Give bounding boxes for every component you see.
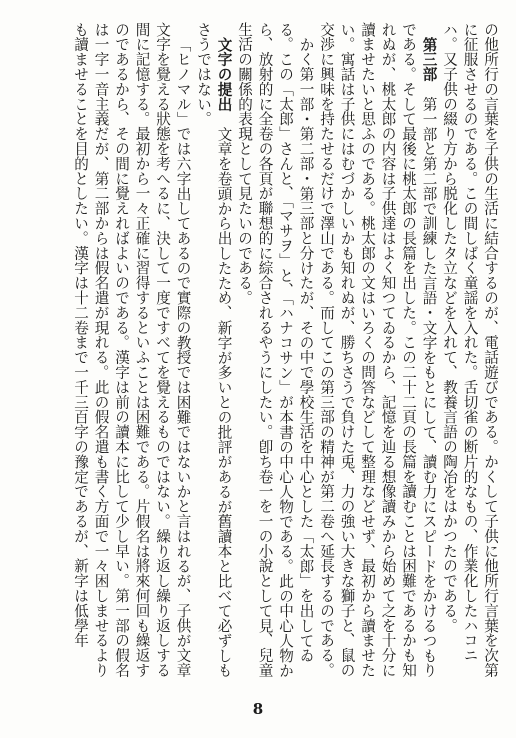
page-number: 8: [252, 700, 264, 718]
paragraph-text: かく第一部・第二部・第三部と分けたが、その中で學校生活を中心とした「太郎」を出してゐる。この「太郎」さんと、「マサヲ」と、「ハナコサン」が本書の中心人物である。此の中心人物から、放射的に全卷の各頁が聯想的に綜合されるやうにしたい。卽ち卷一を一の小說として見、兒童生活の關係的表現として見たいのである。: [236, 22, 315, 678]
body-text: [16, 22, 500, 682]
paragraph-text: 文章を卷頭から出したため、新字が多いとの批評があるが舊讀本と比べて必ずしもさうではない。: [195, 22, 233, 678]
paragraph: [234, 22, 316, 682]
paragraph: [439, 22, 501, 682]
paragraph: [316, 22, 439, 682]
section-heading: 文字の提出: [215, 36, 233, 112]
paragraph: [70, 22, 193, 682]
paragraph: [193, 22, 234, 682]
paragraph-text: 「ヒノマル」では六字出してあるので實際の教授では困難ではないかと言はれるが、子供が文章文字を覺える狀態を考へるに、決して一度ですべてを覺えるものではない。繰り返し繰り返しする間に記憶する。最初から一々正確に習得するといふことは困難である。片假名は將來何回も繰返すのであるから、その間に覺えればよいのである。漢字は前の讀本に比して少し早い。第一部の假名は一字一音主義だが、第二部からは假名遣が現れる。此の假名遣も書く方面で一々困しませるよりも讀ませることを目的としたい。漢字は十二卷まで一千三百字の豫定であるが、新字は低學年: [72, 22, 192, 678]
paragraph-text: の他所行の言葉を子供の生活に結合するのが、電話遊びである。かくして子供に他所行言葉を次第に征服させるのである。この間しばく童謡を入れた。舌切雀の断片的なもの、作業化したハコニハ。又子供の綴り方から脱化したタ立などを入れて、教養言語の陶冶をはかつたのである。: [441, 22, 499, 678]
paragraph-text: 第一部と第二部で訓練した言語・文字をもとにして、讀む力にスピードをかけるつもりである。そして最後に桃太郎の長篇を出した。この二十二頁の長篇を讀むことは困難であるかも知れぬが、桃太郎の内容は子供達はよく知つてゐるから、記憶を辿る想像讀みから始めて之を十分に讀ませたいと思ふのである。桃太郎の文はいろくの問答などして整理などせず、最初から讀ませたい。寓話は子供にはむづかしいかも知れぬが、勝ちさうで負けた兎、力の強い大きな獅子と、鼠の交渉に興味を持たせるだけで澤山である。而してこの第三部の精神が第二卷へ延長するのである。: [318, 22, 438, 678]
section-heading: 第三部: [420, 36, 438, 82]
